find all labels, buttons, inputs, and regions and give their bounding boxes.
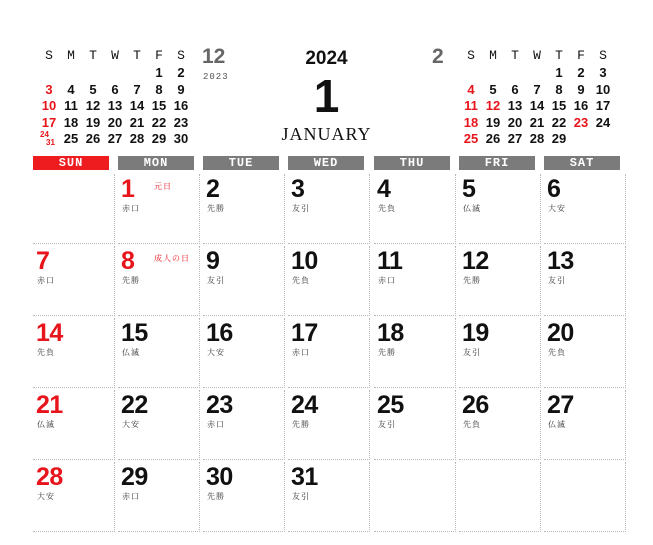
mini-day [482,65,504,81]
mini-day: 23 [173,114,189,130]
rokuyo-label: 赤口 [378,276,396,285]
mini-day: 7 [533,81,541,97]
mini-day: 12 [85,98,101,113]
mini-day: 13 [107,98,123,113]
day-number: 22 [121,391,148,419]
day-number: 29 [121,463,148,491]
rokuyo-label: 大安 [122,420,140,429]
empty-day-cell [33,174,115,244]
day-cell-31 [288,462,370,532]
weekday-header-fri: FRI [459,156,535,170]
rokuyo-label: 赤口 [207,420,225,429]
mini-day: 18 [63,114,79,130]
mini-day: 6 [111,81,119,97]
mini-day: 29 [551,131,567,146]
day-number: 15 [121,319,148,347]
day-number: 7 [36,247,50,275]
rokuyo-label: 大安 [548,204,566,213]
mini-day: 24 [595,114,611,130]
calendar-month-number: 1 [313,70,340,122]
day-number: 4 [377,175,391,203]
day-number: 30 [206,463,233,491]
rokuyo-label: 先負 [463,420,481,429]
day-cell-15 [118,318,200,388]
day-cell-10 [288,246,370,316]
day-cell-3 [288,174,370,244]
day-number: 17 [291,319,318,347]
mini-day: 2 [577,65,585,80]
rokuyo-label: 先勝 [207,204,225,213]
rokuyo-label: 仏滅 [463,204,481,213]
day-cell-29 [118,462,200,532]
day-cell-7 [33,246,115,316]
rokuyo-label: 赤口 [37,276,55,285]
rokuyo-label: 友引 [207,276,225,285]
next-month-grid [460,47,614,147]
day-number: 13 [547,247,574,275]
mini-day: 11 [464,98,478,113]
prev-month-year: 2023 [203,72,229,82]
rokuyo-label: 赤口 [122,204,140,213]
mini-day: 20 [507,114,523,130]
day-cell-22 [118,390,200,460]
day-number: 10 [291,247,318,275]
day-number: 31 [291,463,318,491]
mini-day: 26 [85,131,101,146]
mini-day: 5 [89,81,97,97]
day-cell-25 [374,390,456,460]
day-number: 23 [206,391,233,419]
mini-day: 15 [551,98,567,113]
mini-day [504,65,526,81]
day-cell-2 [203,174,285,244]
day-number: 14 [36,319,63,347]
day-number: 20 [547,319,574,347]
day-number: 6 [547,175,561,203]
rokuyo-label: 友引 [292,204,310,213]
weekday-header-thu: THU [374,156,450,170]
day-number: 21 [36,391,63,419]
mini-day: 17 [595,98,611,113]
mini-day: 6 [511,81,519,97]
mini-day: 14 [529,98,545,113]
mini-day: 20 [107,114,123,130]
weekday-header-sun: SUN [33,156,109,170]
mini-day [526,65,548,81]
day-cell-23 [203,390,285,460]
day-number: 3 [291,175,305,203]
mini-day [460,65,482,81]
day-cell-13 [544,246,626,316]
mini-day: 9 [177,81,185,97]
mini-weekday-header: S [177,48,185,63]
mini-day: 19 [85,114,101,130]
day-cell-19 [459,318,541,388]
mini-day: 30 [173,131,189,146]
mini-day: 22 [151,114,167,130]
mini-day: 1 [555,65,563,80]
empty-day-cell [459,462,541,532]
mini-day: 5 [489,81,497,97]
mini-weekday-header: M [489,48,497,63]
weekday-header-tue: TUE [203,156,279,170]
mini-day: 13 [507,98,523,113]
mini-day: 17 [41,114,57,130]
mini-day: 3 [45,81,53,97]
prev-month-number: 12 [202,45,226,68]
rokuyo-label: 先負 [378,204,396,213]
day-number: 8 [121,247,135,275]
rokuyo-label: 先勝 [207,492,225,501]
rokuyo-label: 仏滅 [548,420,566,429]
rokuyo-label: 赤口 [122,492,140,501]
mini-day: 27 [107,131,123,146]
rokuyo-label: 先勝 [463,276,481,285]
day-cell-6 [544,174,626,244]
day-cell-4 [374,174,456,244]
day-number: 5 [462,175,476,203]
mini-day: 8 [155,81,163,97]
day-cell-5 [459,174,541,244]
mini-day: 27 [507,131,523,146]
day-cell-8 [118,246,200,316]
mini-day: 15 [151,98,167,113]
day-cell-21 [33,390,115,460]
mini-day: 9 [577,81,585,97]
mini-day: 10 [41,98,57,113]
day-cell-16 [203,318,285,388]
mini-day: 29 [151,131,167,146]
mini-day: 1 [155,65,163,80]
day-number: 28 [36,463,63,491]
mini-day: 4 [67,81,75,97]
mini-weekday-header: S [467,48,475,63]
mini-day: 18 [463,114,479,130]
day-number: 11 [377,247,403,275]
mini-day: 25 [63,131,79,146]
mini-day: 22 [551,114,567,130]
mini-day: 21 [529,114,545,130]
next-month-number: 2 [432,45,444,68]
holiday-label: 成人の日 [154,254,190,263]
day-number: 18 [377,319,404,347]
mini-day: 21 [129,114,145,130]
mini-weekday-header: T [555,48,563,63]
day-number: 9 [206,247,220,275]
mini-day: 3 [599,65,607,80]
day-number: 16 [206,319,233,347]
day-cell-9 [203,246,285,316]
day-cell-18 [374,318,456,388]
weekday-header-sat: SAT [544,156,620,170]
mini-weekday-header: W [533,48,541,63]
day-number: 24 [291,391,318,419]
mini-weekday-header: T [133,48,141,63]
day-number: 25 [377,391,404,419]
mini-day: 25 [463,131,479,146]
day-number: 1 [121,175,135,203]
rokuyo-label: 友引 [292,492,310,501]
day-number: 12 [462,247,489,275]
mini-day: 8 [555,81,563,97]
mini-day: 14 [129,98,145,113]
rokuyo-label: 仏滅 [37,420,55,429]
mini-weekday-header: S [45,48,53,63]
mini-day: 26 [485,131,501,146]
rokuyo-label: 先負 [292,276,310,285]
day-cell-30 [203,462,285,532]
next-month-mini-calendar [460,47,614,147]
mini-day: 16 [173,98,189,113]
day-cell-11 [374,246,456,316]
mini-weekday-header: T [511,48,519,63]
rokuyo-label: 大安 [37,492,55,501]
day-cell-20 [544,318,626,388]
mini-weekday-header: W [111,48,119,63]
mini-day: 7 [133,81,141,97]
mini-day: 23 [573,114,589,130]
mini-day: 11 [64,98,78,113]
mini-day [592,131,614,147]
rokuyo-label: 先負 [37,348,55,357]
mini-day: 28 [529,131,545,146]
mini-day [570,131,592,147]
day-number: 26 [462,391,489,419]
empty-day-cell [374,462,456,532]
rokuyo-label: 先負 [548,348,566,357]
mini-day: 4 [467,81,475,97]
mini-weekday-header: F [577,48,585,63]
day-cell-1 [118,174,200,244]
day-number: 27 [547,391,574,419]
rokuyo-label: 友引 [378,420,396,429]
rokuyo-label: 赤口 [292,348,310,357]
mini-weekday-header: S [599,48,607,63]
rokuyo-label: 友引 [463,348,481,357]
calendar-month-name: JANUARY [281,124,372,144]
mini-weekday-header: T [89,48,97,63]
empty-day-cell [544,462,626,532]
day-cell-12 [459,246,541,316]
mini-day-number: 24 [40,130,49,139]
rokuyo-label: 友引 [548,276,566,285]
holiday-label: 元日 [154,182,172,191]
weekday-header-wed: WED [288,156,364,170]
mini-day: 12 [485,98,501,113]
mini-day: 10 [595,81,611,97]
day-number: 19 [462,319,489,347]
weekday-header-mon: MON [118,156,194,170]
day-cell-26 [459,390,541,460]
mini-day: 19 [485,114,501,130]
mini-day: 28 [129,131,145,146]
day-number: 2 [206,175,220,203]
rokuyo-label: 先勝 [122,276,140,285]
mini-day-number-alt: 31 [46,138,55,147]
mini-day: 2 [177,65,185,80]
rokuyo-label: 仏滅 [122,348,140,357]
day-cell-14 [33,318,115,388]
day-cell-27 [544,390,626,460]
mini-weekday-header: F [155,48,163,63]
rokuyo-label: 大安 [207,348,225,357]
calendar-year: 2024 [305,48,348,69]
day-cell-28 [33,462,115,532]
mini-day: 16 [573,98,589,113]
rokuyo-label: 先勝 [292,420,310,429]
rokuyo-label: 先勝 [378,348,396,357]
day-cell-24 [288,390,370,460]
day-cell-17 [288,318,370,388]
mini-weekday-header: M [67,48,75,63]
